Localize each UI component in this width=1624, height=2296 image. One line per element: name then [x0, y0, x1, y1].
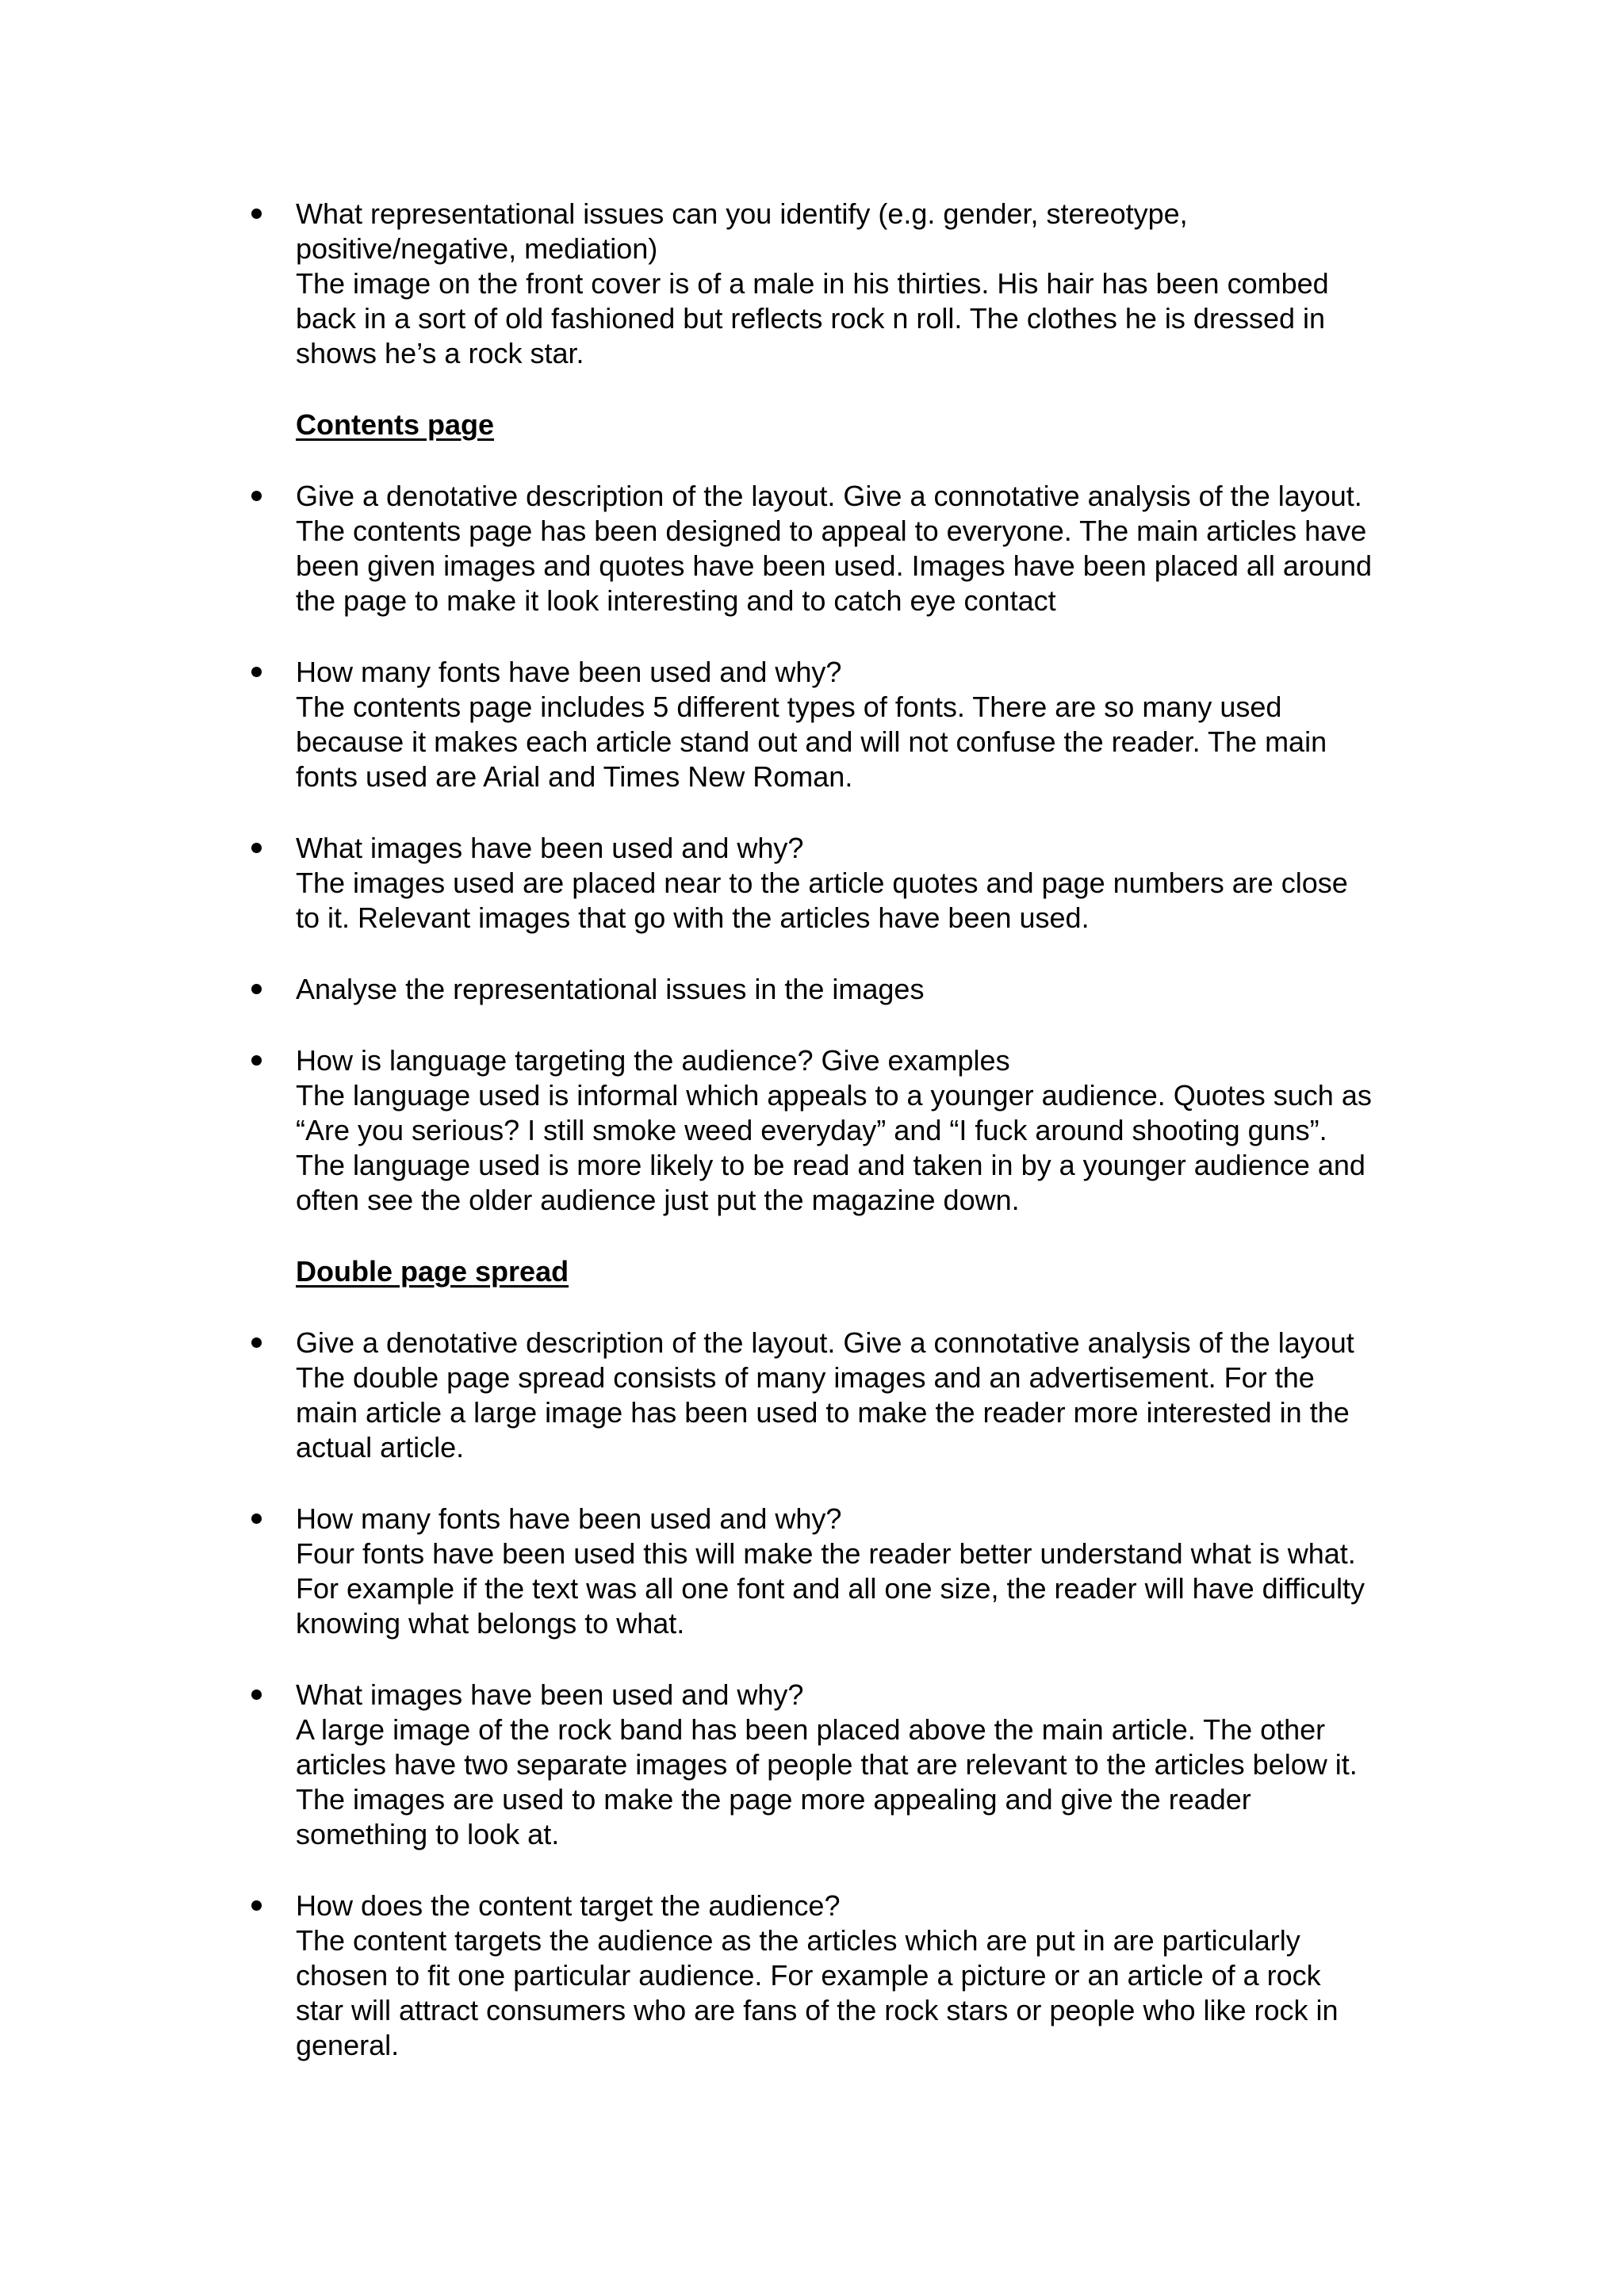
answer-line: A large image of the rock band has been placed above the main article. The other: [296, 1713, 1326, 1746]
bullet-icon: [251, 209, 262, 219]
answer-line: The language used is informal which appeals to a younger audience. Quotes such as: [296, 1079, 1372, 1112]
question-contents-layout: [296, 479, 1454, 618]
question-text: How is language targeting the audience? Give examples: [296, 1044, 1010, 1077]
question-contents-fonts: [296, 655, 1454, 794]
bullet-icon: [251, 667, 262, 677]
question-text: What images have been used and why?: [296, 1678, 804, 1711]
answer-line: “Are you serious? I still smoke weed everyday” and “I fuck around shooting guns”.: [296, 1114, 1327, 1146]
question-representational-images: [296, 972, 1454, 1007]
question-text: How many fonts have been used and why?: [296, 1502, 842, 1535]
answer-line: the page to make it look interesting and to catch eye contact: [296, 584, 1056, 617]
answer-line: The images are used to make the page more appealing and give the reader: [296, 1783, 1251, 1816]
answer-line: been given images and quotes have been used. Images have been placed all around: [296, 549, 1372, 582]
answer-line: star will attract consumers who are fans of the rock stars or people who like rock in: [296, 1994, 1339, 2026]
bullet-icon: [251, 1689, 262, 1700]
answer-line: back in a sort of old fashioned but reflects rock n roll. The clothes he is dressed in: [296, 302, 1326, 335]
bullet-icon: [251, 984, 262, 994]
question-spread-fonts: [296, 1502, 1454, 1641]
answer-line: The images used are placed near to the article quotes and page numbers are close: [296, 867, 1348, 899]
answer-line: The image on the front cover is of a male in his thirties. His hair has been combed: [296, 267, 1329, 300]
section-heading-contents-page: [296, 408, 1454, 442]
answer-line: because it makes each article stand out and will not confuse the reader. The main: [296, 725, 1327, 758]
answer-line: something to look at.: [296, 1818, 560, 1850]
section-heading: Contents page: [296, 408, 495, 441]
bullet-icon: [251, 1513, 262, 1524]
bullet-icon: [251, 491, 262, 501]
question-contents-images: [296, 831, 1454, 936]
answer-line: Four fonts have been used this will make the reader better understand what is what.: [296, 1537, 1356, 1570]
answer-line: shows he’s a rock star.: [296, 337, 584, 369]
answer-line: knowing what belongs to what.: [296, 1607, 685, 1640]
answer-line: For example if the text was all one font and all one size, the reader will have difficulty: [296, 1572, 1365, 1605]
answer-line: The double page spread consists of many images and an advertisement. For the: [296, 1361, 1315, 1394]
answer-line: articles have two separate images of people that are relevant to the articles below it.: [296, 1748, 1358, 1781]
answer-line: The content targets the audience as the articles which are put in are particularly: [296, 1924, 1300, 1957]
question-language-targeting: [296, 1043, 1454, 1218]
question-text: What representational issues can you identify (e.g. gender, stereotype,: [296, 197, 1188, 230]
answer-line: The contents page includes 5 different types of fonts. There are so many used: [296, 691, 1282, 723]
question-text: What images have been used and why?: [296, 832, 804, 864]
answer-line: actual article.: [296, 1431, 465, 1464]
bullet-icon: [251, 1900, 262, 1911]
question-text: Give a denotative description of the layout. Give a connotative analysis of the layout.: [296, 480, 1362, 512]
question-content-targeting: [296, 1888, 1454, 2063]
answer-line: to it. Relevant images that go with the articles have been used.: [296, 901, 1090, 934]
question-text: positive/negative, mediation): [296, 232, 658, 265]
question-text: How does the content target the audience?: [296, 1889, 841, 1922]
answer-line: general.: [296, 2029, 400, 2061]
answer-line: often see the older audience just put the magazine down.: [296, 1184, 1020, 1216]
bullet-icon: [251, 1055, 262, 1066]
section-heading-double-page-spread: [296, 1254, 1454, 1289]
question-text: How many fonts have been used and why?: [296, 656, 842, 688]
question-text: Analyse the representational issues in the images: [296, 973, 925, 1005]
bullet-icon: [251, 843, 262, 853]
answer-line: chosen to fit one particular audience. For example a picture or an article of a rock: [296, 1959, 1321, 1992]
answer-line: The language used is more likely to be read and taken in by a younger audience and: [296, 1149, 1365, 1181]
question-representational-issues: [296, 197, 1454, 371]
question-spread-images: [296, 1678, 1454, 1852]
bullet-icon: [251, 1337, 262, 1348]
section-heading: Double page spread: [296, 1255, 569, 1288]
answer-line: The contents page has been designed to appeal to everyone. The main articles have: [296, 515, 1367, 547]
answer-line: main article a large image has been used to make the reader more interested in the: [296, 1396, 1350, 1429]
answer-line: fonts used are Arial and Times New Roman.: [296, 760, 853, 793]
question-spread-layout: [296, 1326, 1454, 1465]
document-content: [296, 197, 1454, 2063]
question-text: Give a denotative description of the layout. Give a connotative analysis of the layout: [296, 1326, 1354, 1359]
